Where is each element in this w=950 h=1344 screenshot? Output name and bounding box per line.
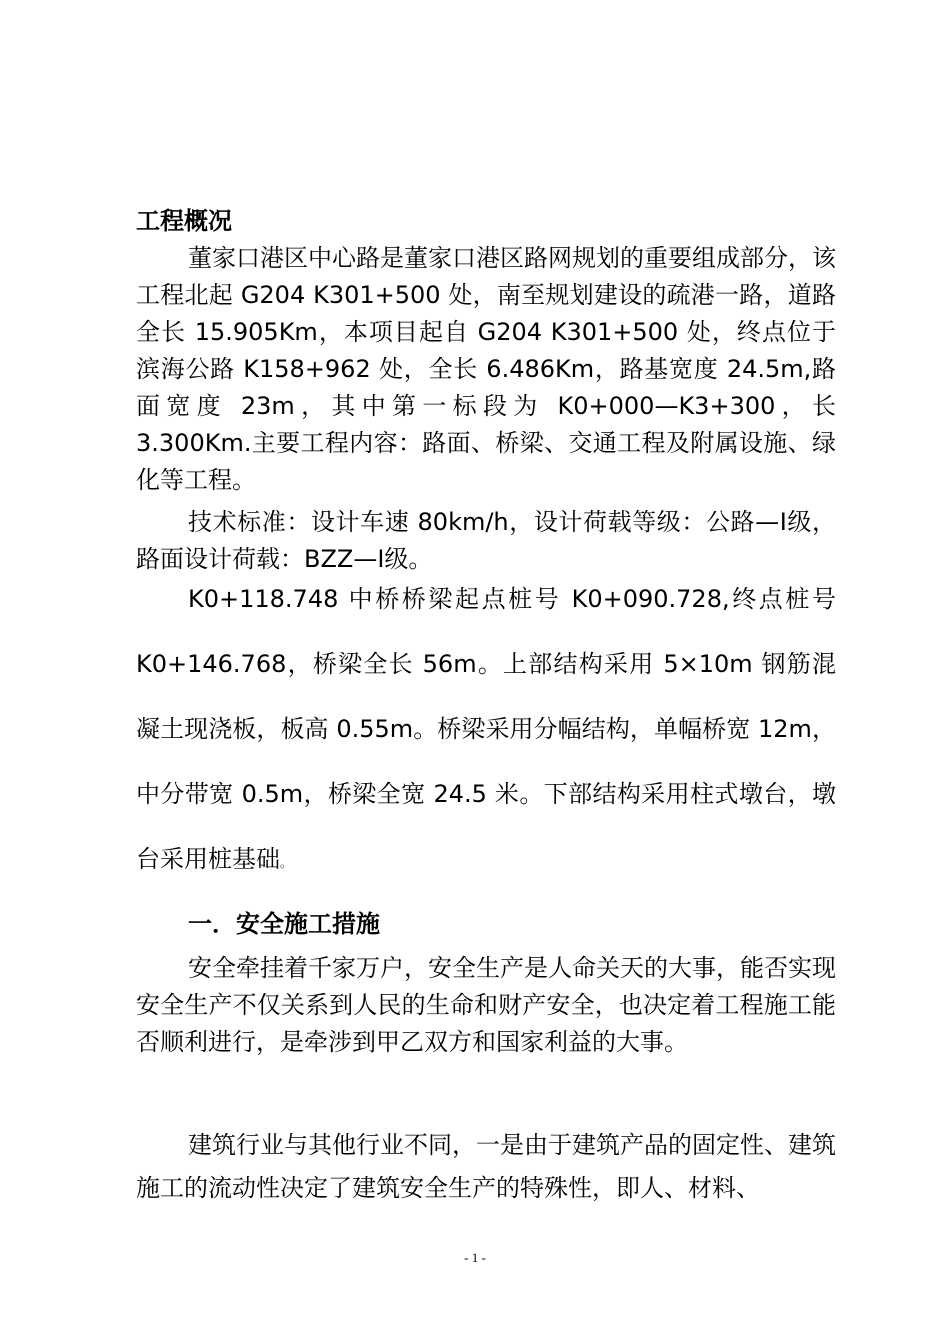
heading-safety-measures: 一．安全施工措施 — [188, 910, 380, 938]
paragraph-overview: 董家口港区中心路是董家口港区路网规划的重要组成部分，该工程北起 G204 K301+500 处，南至规划建设的疏港一路，道路全长 15.905Km，本项目起自 G204 K301+500 处，终点位于滨海公路 K158+962 处，全长 6.486Km，路基宽度 24.5m,路面宽度 23m，其中第一标段为 K0+000—K3+300，长 3.300Km.主要工程内容：路面、桥梁、交通工程及附属设施、绿化等工程。 — [136, 244, 836, 494]
paragraph-bridge — [136, 567, 836, 896]
paragraph-bridge-text: K0+118.748 中桥桥梁起点桩号 K0+090.728,终点桩号 K0+146.768，桥梁全长 56m。上部结构采用 5×10m 钢筋混凝土现浇板，板高 0.55m。桥梁采用分幅结构，单幅桥宽 12m，中分带宽 0.5m，桥梁全宽 24.5 米。下部结构采用柱式墩台，墩台采用桩基础 — [136, 585, 836, 873]
paragraph-construction-industry: 建筑行业与其他行业不同，一是由于建筑产品的固定性、建筑施工的流动性决定了建筑安全生产的特殊性，即人、材料、 — [136, 1131, 836, 1202]
paragraph-technical-standard: 技术标准：设计车速 80km/h，设计荷载等级：公路—Ⅰ级，路面设计荷载：BZZ—Ⅰ级。 — [136, 508, 836, 573]
page-number: - 1 - — [464, 1250, 486, 1265]
section-title: 工程概况 — [136, 207, 232, 235]
paragraph-bridge-end-mark: 。 — [280, 856, 293, 870]
paragraph-safety-importance: 安全牵挂着千家万户，安全生产是人命关天的大事，能否实现安全生产不仅关系到人民的生命和财产安全，也决定着工程施工能否顺利进行，是牵涉到甲乙双方和国家利益的大事。 — [136, 954, 836, 1056]
